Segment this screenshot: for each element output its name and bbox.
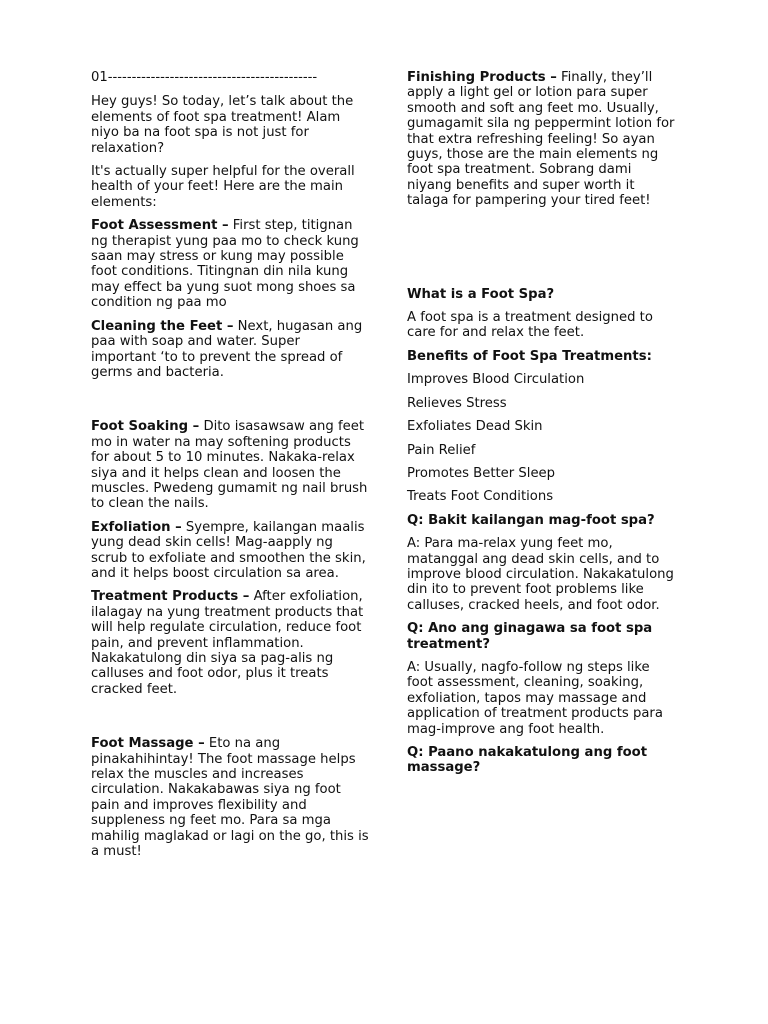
section-title: Exfoliation – <box>91 519 182 535</box>
section-title: Cleaning the Feet – <box>91 318 234 334</box>
benefit-item: Relieves Stress <box>407 395 507 411</box>
heading-benefits <box>407 349 679 364</box>
section-finishing-products <box>407 70 679 209</box>
section-body: After exfoliation, ilalagay na yung treatment products that will help regulate circulation, reduce foot pain, and prevent inflammation. Nakakatulong din siya sa pag-alis ng calluses and foot odor, plus it treats cracked feet. <box>91 589 364 697</box>
question-1 <box>407 513 679 528</box>
section-body: Finally, they’ll apply a light gel or lotion para super smooth and soft ang feet mo. Usually, gumagamit sila ng peppermint lotion for that extra refreshing feeling! So ayan guys, those are the main elements ng foot spa treatment. Sobrang dami niyang benefits and super worth it talaga for pampering your tired feet! <box>407 70 675 209</box>
page-separator: 01-------------------------------------------- <box>91 70 318 85</box>
intro-paragraph-2: It's actually super helpful for the overall health of your feet! Here are the main elements: <box>91 164 355 210</box>
section-title: Foot Assessment – <box>91 218 229 234</box>
heading-what-is-foot-spa <box>407 287 679 302</box>
section-body: Syempre, kailangan maalis yung dead skin cells! Mag-aapply ng scrub to exfoliate and smoothen the skin, and it helps boost circulation sa area. <box>91 519 366 581</box>
section-body: Eto na ang pinakahihintay! The foot massage helps relax the muscles and increases circulation. Nakakabawas siya ng foot pain and improves flexibility and suppleness ng feet mo. Para sa mga mahilig maglakad or lagi on the go, this is a must! <box>91 736 369 860</box>
section-body: First step, titignan ng therapist yung paa mo to check kung saan may stress or kung may possible foot conditions. Titingnan din nila kung may effect ba yung suot mong shoes sa condition ng paa mo <box>91 218 359 311</box>
benefit-item: Treats Foot Conditions <box>407 489 554 505</box>
section-treatment-products <box>91 589 369 697</box>
question-text: Q: Bakit kailangan mag-foot spa? <box>407 512 655 528</box>
left-column <box>91 70 369 867</box>
benefit-item: Pain Relief <box>407 442 476 458</box>
section-title: Treatment Products – <box>91 589 250 605</box>
question-text: Q: Paano nakakatulong ang foot massage? <box>407 745 648 776</box>
intro-paragraph: Hey guys! So today, let’s talk about the elements of foot spa treatment! Alam niyo ba na foot spa is not just for relaxation? <box>91 94 354 156</box>
section-title: Foot Soaking – <box>91 419 200 435</box>
spacer <box>91 705 369 736</box>
spacer <box>407 217 679 287</box>
section-body: Next, hugasan ang paa with soap and water. Super important ‘to to prevent the spread of germs and bacteria. <box>91 318 363 380</box>
question-2 <box>407 621 679 652</box>
benefit-item: Improves Blood Circulation <box>407 372 585 388</box>
heading-text: Benefits of Foot Spa Treatments: <box>407 348 652 364</box>
section-exfoliation <box>91 520 369 582</box>
answer-2: A: Usually, nagfo-follow ng steps like foot assessment, cleaning, soaking, exfoliation, tapos may massage and application of treatment products para mag-improve ang foot health. <box>407 659 663 737</box>
right-column <box>407 70 679 784</box>
benefit-item: Promotes Better Sleep <box>407 465 556 481</box>
what-is-foot-spa-body: A foot spa is a treatment designed to care for and relax the feet. <box>407 310 653 341</box>
section-foot-soaking <box>91 419 369 511</box>
section-foot-assessment <box>91 218 369 310</box>
section-title: Foot Massage – <box>91 736 205 752</box>
section-cleaning <box>91 319 369 381</box>
section-body: Dito isasawsaw ang feet mo in water na may softening products for about 5 to 10 minutes. Nakaka-relax siya and it helps clean and loosen the muscles. Pwedeng gumamit ng nail brush to clean the nails. <box>91 419 368 512</box>
section-title: Finishing Products – <box>407 70 557 85</box>
section-foot-massage <box>91 736 369 859</box>
question-text: Q: Ano ang ginagawa sa foot spa treatment? <box>407 621 653 652</box>
benefit-item: Exfoliates Dead Skin <box>407 419 543 435</box>
question-3 <box>407 745 679 776</box>
heading-text: What is a Foot Spa? <box>407 286 555 302</box>
answer-1: A: Para ma-relax yung feet mo, matanggal ang dead skin cells, and to improve blood circulation. Nakakatulong din ito to prevent foot problems like calluses, cracked heels, and foot odor. <box>407 536 674 613</box>
spacer <box>91 388 369 419</box>
